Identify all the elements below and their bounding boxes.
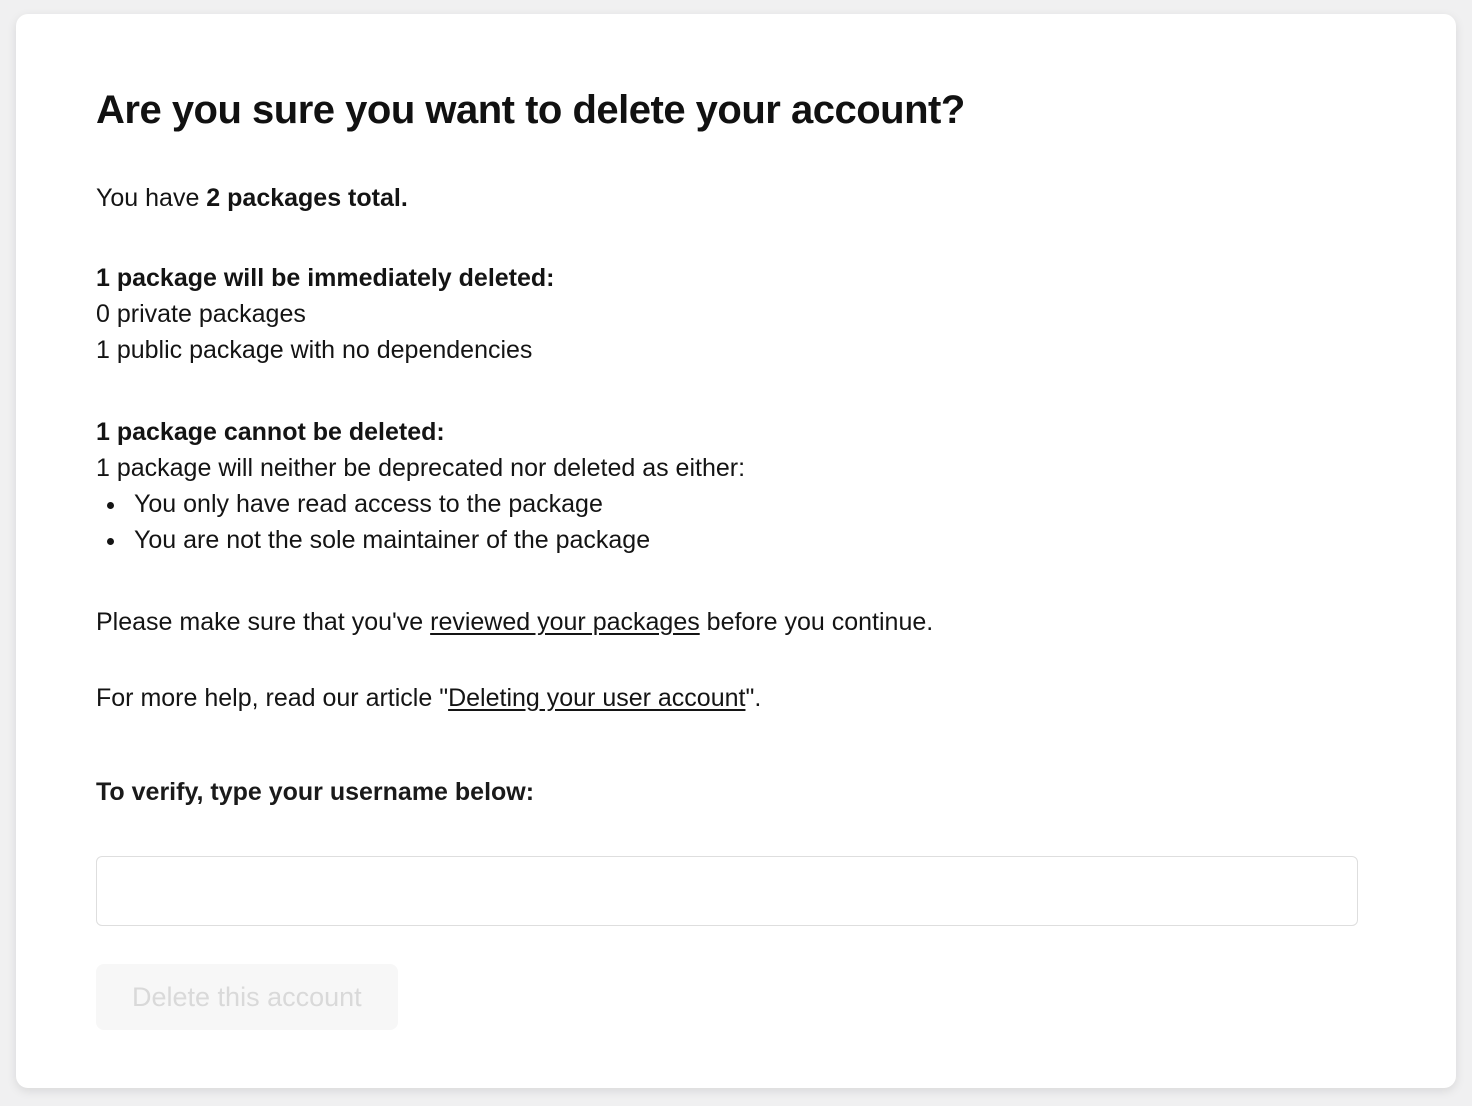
review-packages-note — [96, 604, 1358, 640]
review-note-before: Please make sure that you've — [96, 608, 431, 636]
public-packages-line: 1 public package with no dependencies — [96, 336, 533, 364]
verify-username-label: To verify, type your username below: — [96, 778, 535, 806]
delete-account-button[interactable]: Delete this account — [96, 964, 398, 1030]
reason-not-sole-maintainer: • You are not the sole maintainer of the package — [128, 522, 1358, 558]
review-note-after: before you continue. — [699, 608, 934, 636]
deletable-packages-section — [96, 260, 1358, 368]
private-packages-line: 0 private packages — [96, 300, 306, 328]
dialog-title: Are you sure you want to delete your account? — [96, 88, 965, 132]
username-input[interactable] — [96, 856, 1358, 926]
help-note-after: ". — [745, 684, 762, 712]
delete-account-dialog — [16, 14, 1456, 1088]
undeletable-section-heading: 1 package cannot be deleted: — [96, 418, 445, 446]
help-article-note — [96, 680, 1358, 716]
packages-summary — [96, 180, 1358, 216]
deletable-section-heading: 1 package will be immediately deleted: — [96, 264, 555, 292]
reviewed-packages-link[interactable]: reviewed your packages — [430, 608, 700, 636]
undeletable-section-intro: 1 package will neither be deprecated nor deleted as either: — [96, 454, 746, 482]
deleting-account-article-link[interactable]: Deleting your user account — [448, 684, 746, 712]
reason-read-access: • You only have read access to the package — [128, 486, 1358, 522]
undeletable-reason-list — [96, 486, 1358, 558]
help-note-before: For more help, read our article " — [96, 684, 449, 712]
summary-count: 2 packages total. — [206, 184, 408, 212]
summary-prefix: You have — [96, 184, 207, 212]
undeletable-packages-section — [96, 414, 1358, 558]
